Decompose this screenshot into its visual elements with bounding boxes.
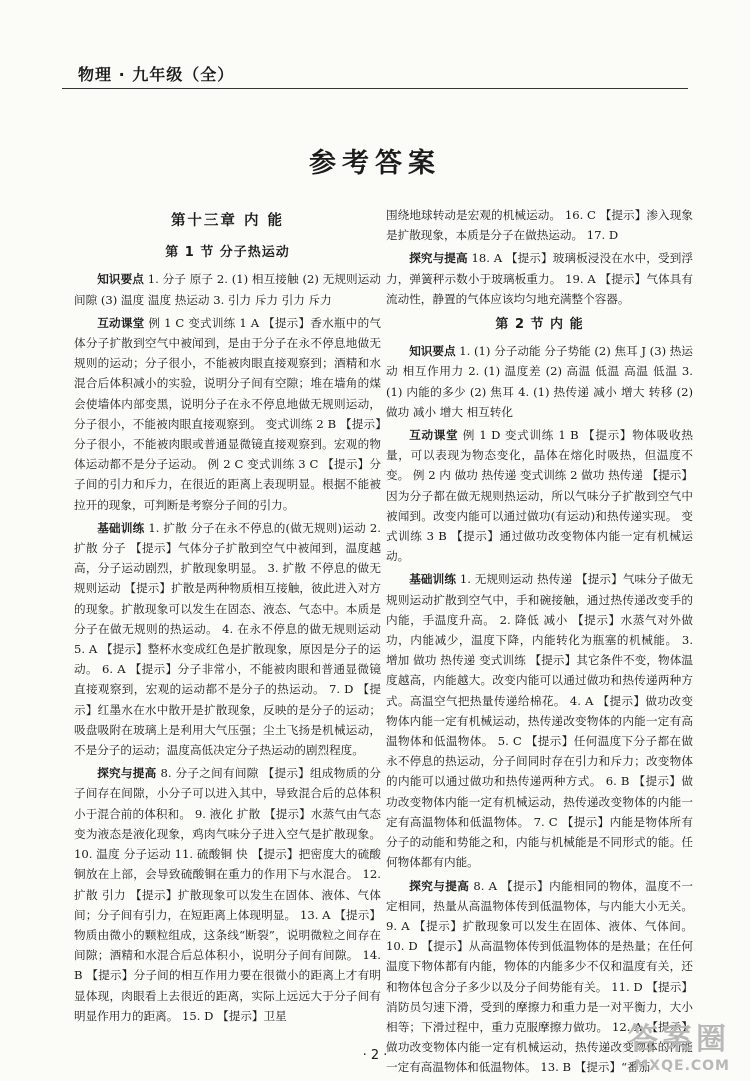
answer-text: 1. 分子 原子 2. (1) 相互接触 (2) 无规则运动 间隙 (3) 温度 温度 热运动 3. 引力 斥力 引力 斥力 xyxy=(74,272,381,307)
answer-text: 1. (1) 分子动能 分子势能 (2) 焦耳 J (3) 热运动 相互作用力 2. (1) 温度差 (2) 高温 低温 高温 低温 3. (1) 内能的多少 (2) 焦耳 4. (1) 热传递 减小 增大 转移 (2) 做功 减小 增大 相互转化 xyxy=(386,344,693,419)
basic-training xyxy=(74,518,381,760)
basic-training xyxy=(386,569,693,872)
header-divider xyxy=(62,88,688,89)
header-title: 物理 · 九年级（全） xyxy=(78,65,235,84)
explore-improve xyxy=(386,248,693,309)
label: 互动课堂 xyxy=(97,315,145,330)
answer-text: 例 1 C 变式训练 1 A 【提示】香水瓶中的气体分子扩散到空气中被闻到，是由于分子在永不停息地做无规则的运动；分子很小，不能被肉眼直接观察到；酒精和水混合后体积减小的实验，说明分子间有空隙；堆在墙角的煤会使墙体内部变黑，说明分子在永不停息地做无规则运动，分子很小，不能被肉眼直接观察到。 变式训练 2 B 【提示】分子很小，不能被肉眼或普通显微镜直接观察到。宏观的物体运动都不是分子运动。 例 2 C 变式训练 3 C 【提示】分子间的引力和斥力，在很近的距离上表现明显。根据不能被拉开的现象，可判断是考察分子间的引力。 xyxy=(74,315,381,512)
knowledge-points xyxy=(386,341,693,422)
left-column xyxy=(74,205,381,1029)
label: 互动课堂 xyxy=(409,428,459,443)
explore-improve xyxy=(74,763,381,1026)
watermark-text: 答案圈 xyxy=(628,1022,730,1057)
answer-text: 18. A 【提示】玻璃板浸没在水中，受到浮力，弹簧秤示数小于玻璃板重力。 19. A 【提示】气体具有流动性，静置的气体应该均匀地充满整个容器。 xyxy=(386,251,693,306)
watermark-logo xyxy=(628,1014,730,1074)
knowledge-points xyxy=(74,269,381,309)
interactive-class xyxy=(386,425,693,566)
watermark-url: MXQE.COM xyxy=(634,1058,730,1074)
answer-text: 8. A 【提示】内能相同的物体，温度不一定相同，热量从高温物体传到低温物体，与内能大小无关。 9. A 【提示】扩散现象可以发生在固体、液体、气体间。 10. D 【提示】从高温物体传到低温物体的是热量；在任何温度下物体都有内能，物体的内能多少不仅和温度有关，还和物体包含分子多少以及分子间势能有关。 11. D 【提示】消防员匀速下滑，受到的摩擦力和重力是一对平衡力，大小相等；下滑过程中，重力克服摩擦力做功。 12. A 【提示】做功改变物体内能一定有机械运动，热传递改变物体的内能一定有高温物体和低温物体。 13. B 【提示】“番茄 xyxy=(386,878,693,1075)
section-title-2: 第 2 节 内 能 xyxy=(495,317,584,333)
label: 探究与提高 xyxy=(97,766,157,781)
answer-text: 1. 无规则运动 热传递 【提示】气味分子做无规则运动扩散到空气中，手和碗接触，通过热传递改变手的内能，手温度升高。 2. 降低 减小 【提示】水蒸气对外做功，内能减少，温度下降，内能转化为瓶塞的机械能。 3. 增加 做功 热传递 变式训练 【提示】其它条件不变，物体温度越高，内能越大。改变内能可以通过做功和热传递两种方式。高温空气把热量传递给棉花。 4. A 【提示】做功改变物体内能一定有机械运动，热传递改变物体的内能一定有高温物体和低温物体。 5. C 【提示】任何温度下分子都在做永不停息的热运动，分子间同时存在引力和斥力；改变物体的内能可以通过做功和热传递两种方式。 6. B 【提示】做功改变物体内能一定有机械运动，热传递改变物体的内能一定有高温物体和低温物体。 7. C 【提示】内能是物体所有分子的动能和势能之和，内能与机械能是不同形式的能。任何物体都有内能。 xyxy=(386,572,693,870)
label: 基础训练 xyxy=(409,572,457,587)
page-number: · 2 · xyxy=(362,1048,388,1063)
label: 探究与提高 xyxy=(409,251,468,266)
answer-text: 8. 分子之间有间隙 【提示】组成物质的分子间存在间隙，小分子可以进入其中，导致混合后的总体积小于混合前的体积和。 9. 液化 扩散 【提示】水蒸气由气态变为液态是液化现象，鸡肉气味分子进入空气是扩散现象。 10. 温度 分子运动 11. 硫酸铜 快 【提示】把密度大的硫酸铜放在上部，会导致硫酸铜在重力的作用下与水混合。 12. 扩散 引力 【提示】扩散现象可以发生在固体、液体、气体间；分子间有引力，在短距离上体现明显。 13. A 【提示】物质由微小的颗粒组成，这条线“断裂”，说明微粒之间存在间隙；酒精和水混合后总体积小，说明分子间有间隙。 14. B 【提示】分子间的相互作用力要在很微小的距离上才有明显体现，肉眼看上去很近的距离，实际上远远大于分子间有明显作用力的距离。 15. D 【提示】卫星 xyxy=(74,766,381,1023)
answer-text: 1. 扩散 分子在永不停息的(做无规则)运动 2. 扩散 分子 【提示】气体分子扩散到空气中被闻到，温度越高，分子运动剧烈，扩散现象明显。 3. 扩散 不停息的做无规则运动 【提示】扩散是两种物质相互接触，彼此进入对方的现象。扩散现象可以发生在固态、液态、气态中。本质是分子在做无规则的热运动。 4. 在永不停息的做无规则运动 5. A 【提示】整杯水变成红色是扩散现象，原因是分子的运动。 6. A 【提示】分子非常小，不能被肉眼和普通显微镜直接观察到，宏观的运动都不是分子的热运动。 7. D 【提示】红墨水在水中散开是扩散现象，反映的是分子的运动；吸盘吸附在玻璃上是利用大气压强；尘土飞扬是机械运动，不是分子的运动；温度高低决定分子热运动的剧烈程度。 xyxy=(74,520,381,758)
answer-text: 例 1 D 变式训练 1 B 【提示】物体吸收热量，可以表现为物态变化，晶体在熔化时吸热，但温度不变。 例 2 内 做功 热传递 变式训练 2 做功 热传递 【提示】因为分子都在做无规则热运动，所以气味分子扩散到空气中被闻到。改变内能可以通过做功(有运动)和热传递实现。 变式训练 3 B 【提示】通过做功改变物体内能一定有机械运动。 xyxy=(386,428,693,564)
chapter-title: 第十三章 内 能 xyxy=(170,213,285,229)
right-column xyxy=(386,205,693,1081)
label: 知识要点 xyxy=(409,344,456,359)
label: 基础训练 xyxy=(97,520,145,535)
section-title-1: 第 1 节 分子热运动 xyxy=(165,245,290,261)
label: 探究与提高 xyxy=(409,878,470,893)
page-title: 参考答案 xyxy=(309,148,441,179)
label: 知识要点 xyxy=(97,272,144,287)
continued-text: 围绕地球转动是宏观的机械运动。 16. C 【提示】渗入现象是扩散现象，本质是分子在做热运动。 17. D xyxy=(386,208,693,243)
interactive-class xyxy=(74,313,381,515)
